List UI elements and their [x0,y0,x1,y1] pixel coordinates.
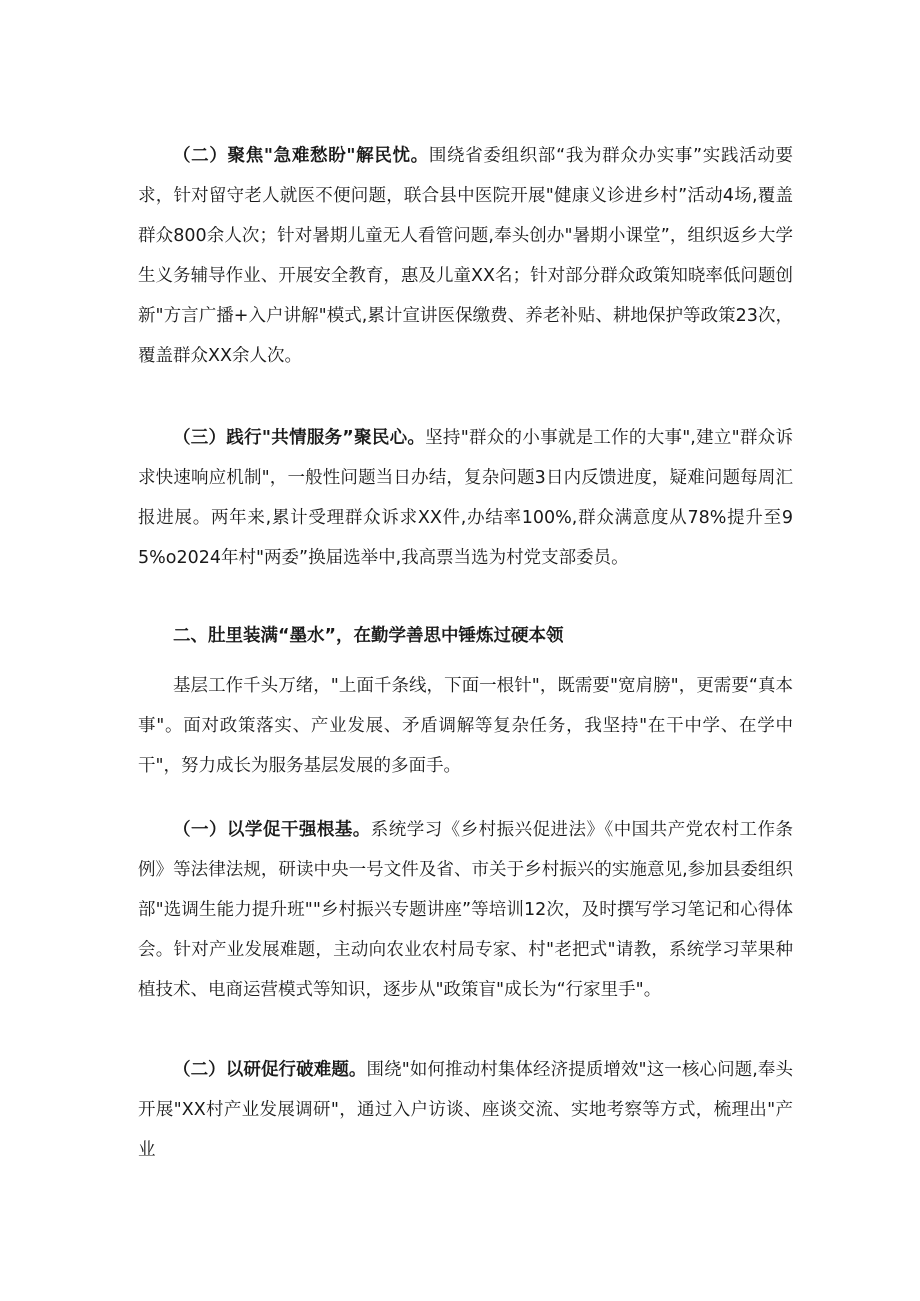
paragraph-body: 围绕省委组织部“我为群众办实事”实践活动要求，针对留守老人就医不便问题，联合县中医院开展"健康义诊进乡村”活动4场,覆盖群众800余人次；针对暑期儿童无人看管问题,奉头创办"暑期小课堂”，组织返乡大学生义务辅导作业、开展安全教育，惠及儿童XX名；针对部分群众政策知晓率低问题创新"方言广播+入户讲解"模式,累计宣讲医保缴费、养老补贴、耕地保护等政策23次，覆盖群众XX余人次。 [138,146,793,366]
paragraph-lead: （二）以研促行破难题。 [173,1060,367,1080]
paragraph-lead: （二）聚焦"急难愁盼"解民忧。 [173,146,429,166]
section-intro [138,666,793,786]
paragraph-2-3 [138,418,793,578]
paragraph-lead: （三）践行"共情服务”聚民心。 [173,428,426,448]
paragraph-2-2 [138,136,793,376]
paragraph-body: 坚持"群众的小事就是工作的大事",建立"群众诉求快速响应机制"，一般性问题当日办结，复杂问题3日内反馈进度，疑难问题每周汇报进展。两年来,累计受理群众诉求XX件,办结率100%,群众满意度从78%提升至95%o2024年村"两委”换届选举中,我高票当选为村党支部委员。 [138,428,793,568]
paragraph-3-2 [138,1050,793,1170]
paragraph-lead: （一）以学促干强根基。 [173,820,371,840]
paragraph-3-1 [138,810,793,1010]
paragraph-body: 基层工作千头万绪，"上面千条线，下面一根针"，既需要"宽肩膀"，更需要“真本事"。面对政策落实、产业发展、矛盾调解等复杂任务，我坚持"在干中学、在学中干"，努力成长为服务基层发展的多面手。 [138,676,793,776]
paragraph-body: 围绕"如何推动村集体经济提质增效"这一核心问题,奉头开展"XX村产业发展调研"，通过入户访谈、座谈交流、实地考察等方式，梳理出"产业 [138,1060,794,1160]
section-heading: 二、肚里装满“墨水”，在勤学善思中锤炼过硬本领 [173,626,564,646]
paragraph-body: 系统学习《乡村振兴促进法》《中国共产党农村工作条例》等法律法规，研读中央一号文件及省、市关于乡村振兴的实施意见,参加县委组织部"选调生能力提升班""乡村振兴专题讲座”等培训12次，及时撰写学习笔记和心得体会。针对产业发展难题，主动向农业农村局专家、村"老把式"请教，系统学习苹果种植技术、电商运营模式等知识，逐步从"政策盲"成长为“行家里手"。 [138,820,794,1000]
